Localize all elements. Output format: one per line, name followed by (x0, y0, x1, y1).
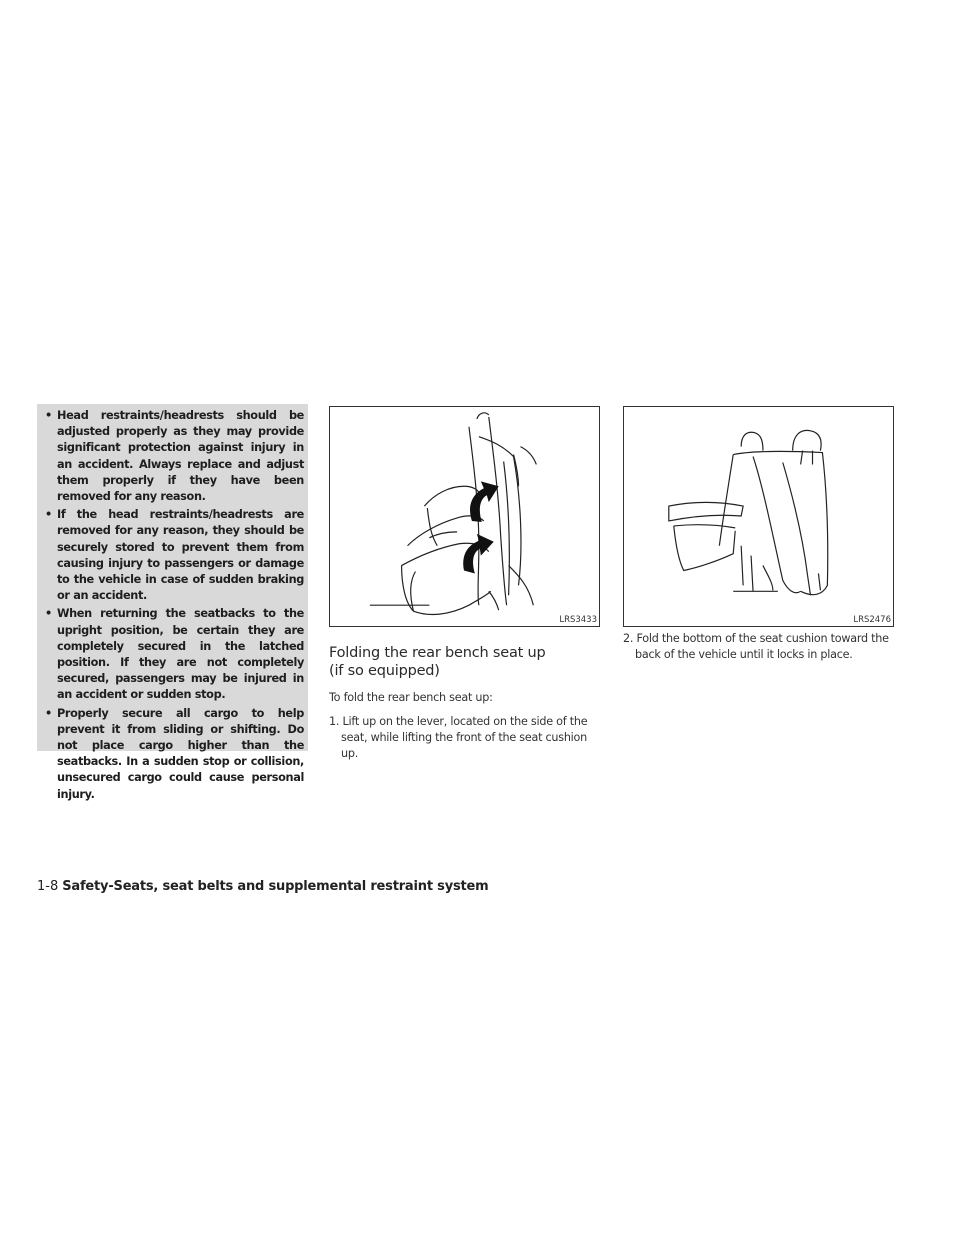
chapter-title: Safety-Seats, seat belts and supplemental restraint system (62, 879, 489, 894)
intro-text: To fold the rear bench seat up: (329, 691, 493, 704)
step-number: 2. (623, 632, 634, 645)
warning-item-seatbacks-latched (45, 606, 304, 703)
heading-line-1: Folding the rear bench seat up (329, 645, 546, 661)
warning-text: If the head restraints/headrests are removed for any reason, they should be securely stored to prevent them from causing injury to passengers or damage to the vehicle in case of sudden braking or an accident. (57, 508, 304, 603)
heading-line-2: (if so equipped) (329, 663, 440, 679)
step-1 (329, 714, 604, 763)
figure-code: LRS3433 (559, 615, 597, 625)
warning-text: When returning the seatbacks to the upright position, be certain they are completely secured in the latched position. If they are not completely secured, passengers may be injured in an accident or sudden stop. (57, 607, 304, 702)
bullet: • (45, 409, 52, 422)
warning-item-head-restraints-adjust (45, 408, 304, 505)
lift-arrows (463, 481, 498, 573)
warning-item-secure-cargo (45, 706, 304, 803)
seat-lift-illustration (330, 407, 599, 626)
step-number: 1. (329, 715, 340, 728)
seat-folded-illustration (624, 407, 893, 626)
warning-item-head-restraints-store (45, 507, 304, 604)
figure-lift-lever (329, 406, 600, 627)
figure-code: LRS2476 (853, 615, 891, 625)
warning-text: Head restraints/headrests should be adjusted properly as they may provide significant protection against injury in an accident. Always replace and adjust them properly if they have been removed for any reason. (57, 409, 304, 504)
figure-folded-cushion (623, 406, 894, 627)
section-heading (329, 644, 604, 680)
bullet: • (45, 706, 52, 720)
step-text: Fold the bottom of the seat cushion toward the back of the vehicle until it locks in place. (635, 632, 889, 662)
page-number: 1-8 (37, 879, 59, 894)
warning-box (37, 404, 308, 801)
bullet: • (45, 508, 52, 522)
warning-text: Properly secure all cargo to help prevent it from sliding or shifting. Do not place cargo higher than the seatbacks. In a sudden stop or collision, unsecured cargo could cause personal injury. (57, 706, 304, 801)
bullet: • (45, 607, 52, 621)
step-text: Lift up on the lever, located on the side of the seat, while lifting the front of the seat cushion up. (341, 715, 588, 761)
step-2 (623, 631, 898, 663)
page-footer (37, 879, 488, 894)
